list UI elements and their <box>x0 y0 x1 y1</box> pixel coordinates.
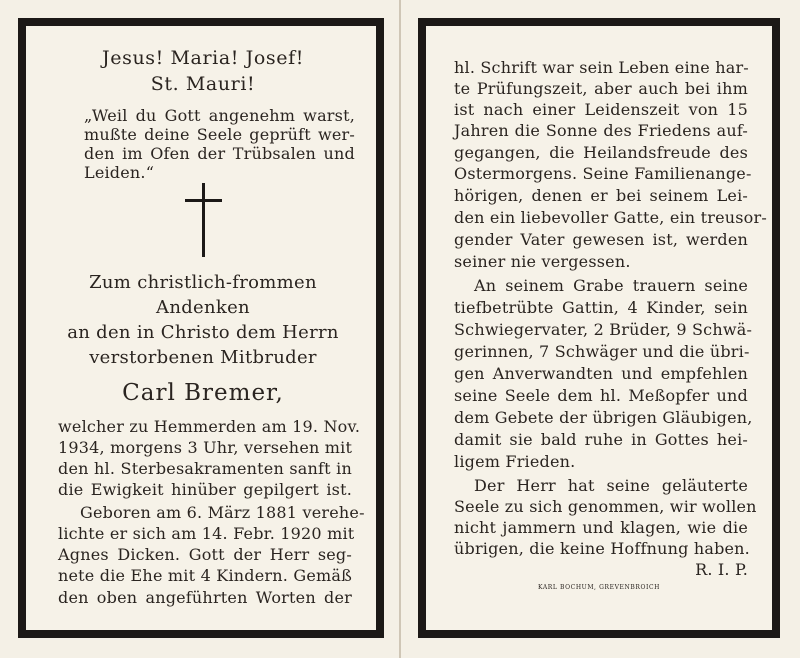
para2-line-3: Schwiegervater, 2 Brüder, 9 Schwä- <box>454 320 753 339</box>
closing-rip: R. I. P. <box>695 560 748 579</box>
printer-imprint: KARL BOCHUM, GREVENBROICH <box>538 584 660 591</box>
body-line-8: nete die Ehe mit 4 Kindern. Gemäß <box>58 566 352 585</box>
para1-line-4: Jahren die Sonne des Friedens auf- <box>454 121 748 140</box>
para3-line-2: Seele zu sich genommen, wir wollen <box>454 497 757 516</box>
para1-line-8: den ein liebevoller Gatte, ein treusor- <box>454 208 767 227</box>
body-line-2: 1934, morgens 3 Uhr, versehen mit <box>58 438 353 457</box>
body-line-4: die Ewigkeit hinüber gepilgert ist. <box>58 480 352 499</box>
quote-line-2: mußte deine Seele geprüft wer- <box>84 125 355 144</box>
para1-line-3: ist nach einer Leidenszeit von 15 <box>454 100 748 119</box>
para1-line-5: gegangen, die Heilandsfreude des <box>454 143 748 162</box>
para3-line-1: Der Herr hat seine geläuterte <box>474 476 748 495</box>
para1-line-6: Ostermorgens. Seine Familienange- <box>454 164 752 183</box>
quote-line-4: Leiden.“ <box>84 163 155 182</box>
body-line-5: Geboren am 6. März 1881 verehe- <box>80 503 365 522</box>
para2-line-6: seine Seele dem hl. Meßopfer und <box>454 386 748 405</box>
para1-line-7: hörigen, denen er bei seinem Lei- <box>454 186 748 205</box>
dedication-line-4: verstorbenen Mitbruder <box>89 347 317 368</box>
body-line-9: den oben angeführten Worten der <box>58 588 352 607</box>
dedication-line-2: Andenken <box>156 297 250 318</box>
para2-line-5: gen Anverwandten und empfehlen <box>454 364 748 383</box>
para1-line-9: gender Vater gewesen ist, werden <box>454 230 748 249</box>
body-line-7: Agnes Dicken. Gott der Herr seg- <box>58 545 352 564</box>
dedication-line-3: an den in Christo dem Herrn <box>67 322 339 343</box>
deceased-name: Carl Bremer, <box>122 380 284 406</box>
para3-line-3: nicht jammern und klagen, wie die <box>454 518 748 537</box>
card-fold <box>399 0 401 658</box>
body-line-1: welcher zu Hemmerden am 19. Nov. <box>58 417 361 436</box>
para1-line-1: hl. Schrift war sein Leben eine har- <box>454 58 749 77</box>
para2-line-4: gerinnen, 7 Schwäger und die übri- <box>454 342 750 361</box>
body-line-3: den hl. Sterbesakramenten sanft in <box>58 459 352 478</box>
para2-line-2: tiefbetrübte Gattin, 4 Kinder, sein <box>454 298 748 317</box>
para1-line-2: te Prüfungszeit, aber auch bei ihm <box>454 79 748 98</box>
body-line-6: lichte er sich am 14. Febr. 1920 mit <box>58 524 355 543</box>
invocation-line-2: St. Mauri! <box>150 73 256 95</box>
invocation-line-1: Jesus! Maria! Josef! <box>102 47 304 69</box>
para3-line-4: übrigen, die keine Hoffnung haben. <box>454 539 750 558</box>
dedication-line-1: Zum christlich-frommen <box>89 272 317 293</box>
para2-line-7: dem Gebete der übrigen Gläubigen, <box>454 408 753 427</box>
quote-line-3: den im Ofen der Trübsalen und <box>84 144 355 163</box>
para2-line-1: An seinem Grabe trauern seine <box>474 276 748 295</box>
para1-line-10: seiner nie vergessen. <box>454 252 631 271</box>
para2-line-8: damit sie bald ruhe in Gottes hei- <box>454 430 748 449</box>
para2-line-9: ligem Frieden. <box>454 452 576 471</box>
quote-line-1: „Weil du Gott angenehm warst, <box>84 106 355 125</box>
